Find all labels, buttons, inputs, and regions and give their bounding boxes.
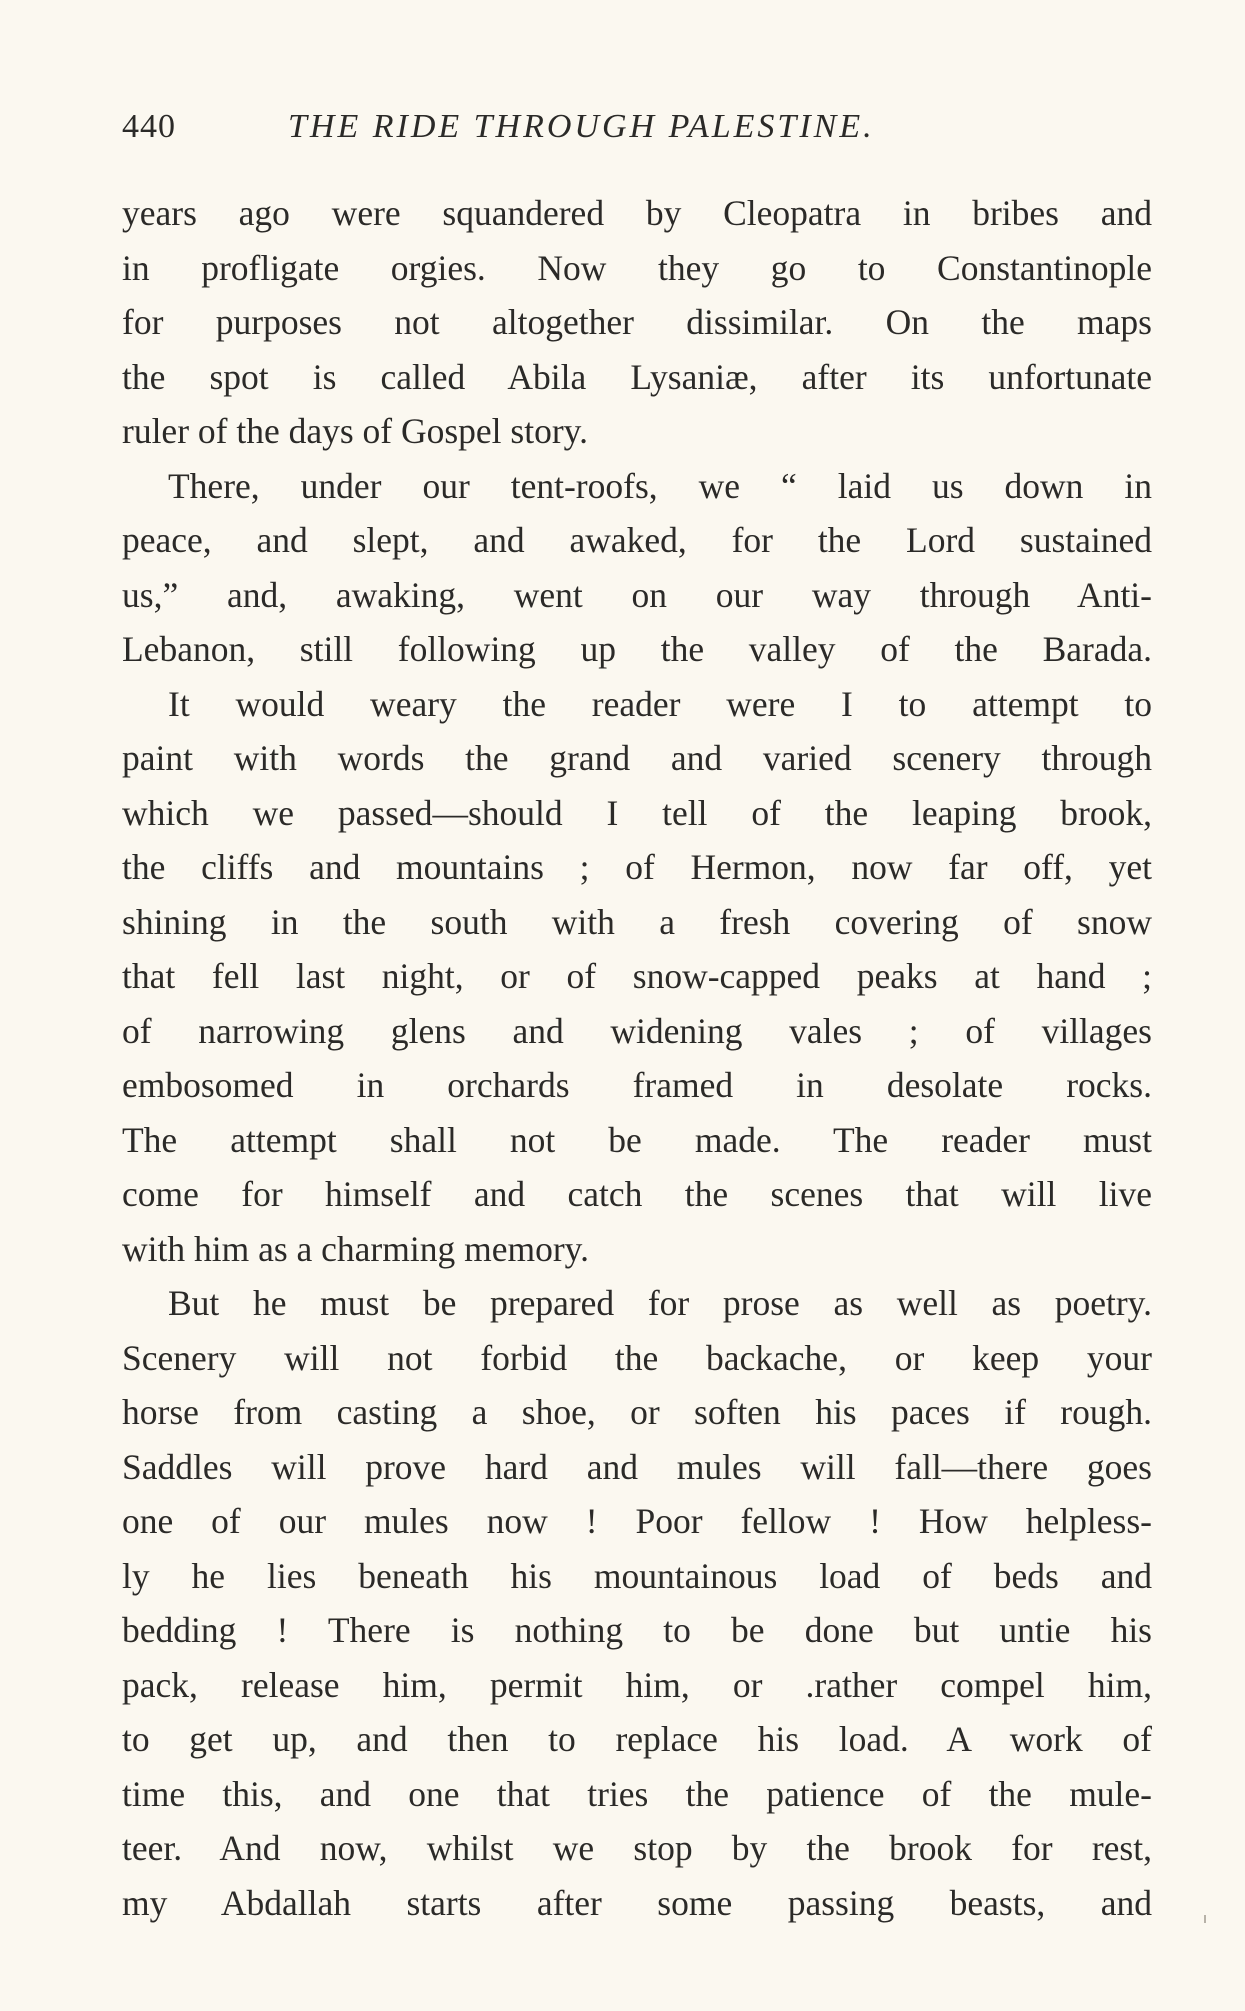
text-line: Scenery will not forbid the backache, or keep your (122, 1337, 1152, 1378)
page-number: 440 (122, 108, 176, 145)
body-text (122, 186, 1152, 1930)
text-line: to get up, and then to replace his load. A work of (122, 1719, 1152, 1759)
text-line: Saddles will prove hard and mules will fall—there goes (122, 1446, 1152, 1487)
text-line: us,” and, awaking, went on our way through Anti- (122, 574, 1152, 615)
text-line: the spot is called Abila Lysaniæ, after its unfortunate (122, 356, 1152, 397)
text-line: peace, and slept, and awaked, for the Lord sustained (122, 520, 1152, 560)
paragraph-start-line: There, under our tent-roofs, we “ laid us down in (168, 465, 1152, 506)
text-line: ly he lies beneath his mountainous load of beds and (122, 1555, 1152, 1596)
text-line: teer. And now, whilst we stop by the brook for rest, (122, 1828, 1152, 1868)
text-line: of narrowing glens and widening vales ; of villages (122, 1010, 1152, 1051)
text-line: bedding ! There is nothing to be done but untie his (122, 1610, 1152, 1650)
text-line: with him as a charming memory. (122, 1228, 589, 1269)
paragraph-start-line: It would weary the reader were I to attempt to (168, 683, 1152, 724)
text-line: my Abdallah starts after some passing beasts, and (122, 1882, 1152, 1923)
text-line: one of our mules now ! Poor fellow ! How helpless- (122, 1501, 1152, 1541)
text-line: Lebanon, still following up the valley of the Barada. (122, 629, 1152, 669)
text-line: The attempt shall not be made. The reader must (122, 1119, 1152, 1160)
text-line: ruler of the days of Gospel story. (122, 411, 588, 451)
text-line: paint with words the grand and varied scenery through (122, 738, 1152, 778)
paragraph-start-line: But he must be prepared for prose as well as poetry. (168, 1283, 1152, 1323)
text-line: shining in the south with a fresh covering of snow (122, 901, 1152, 942)
text-line: which we passed—should I tell of the leaping brook, (122, 792, 1152, 833)
text-line: horse from casting a shoe, or soften his paces if rough. (122, 1392, 1152, 1432)
running-head (122, 108, 1162, 158)
text-line: for purposes not altogether dissimilar. On the maps (122, 302, 1152, 342)
text-line: come for himself and catch the scenes that will live (122, 1174, 1152, 1214)
text-line: that fell last night, or of snow-capped peaks at hand ; (122, 956, 1152, 996)
text-line: years ago were squandered by Cleopatra in bribes and (122, 193, 1152, 233)
paper-speck (1204, 1915, 1206, 1923)
text-line: the cliffs and mountains ; of Hermon, now far off, yet (122, 847, 1152, 887)
text-line: pack, release him, permit him, or .rather compel him, (122, 1664, 1152, 1705)
text-line: embosomed in orchards framed in desolate rocks. (122, 1065, 1152, 1105)
running-title: THE RIDE THROUGH PALESTINE. (288, 108, 875, 145)
text-line: in profligate orgies. Now they go to Constantinople (122, 247, 1152, 288)
text-line: time this, and one that tries the patience of the mule- (122, 1773, 1152, 1814)
